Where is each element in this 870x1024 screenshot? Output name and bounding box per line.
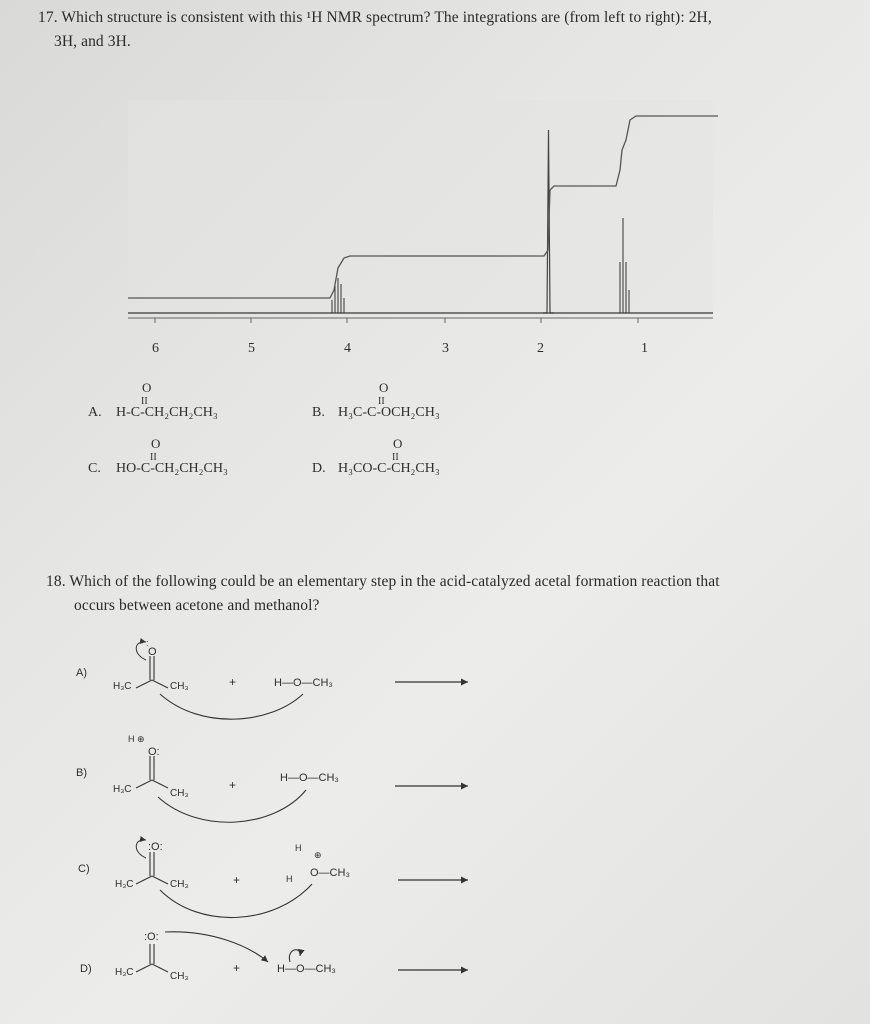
methyl-right: CH₃ (170, 971, 189, 982)
plus-sign: + (229, 778, 237, 792)
axis-tick-label: 4 (344, 341, 351, 356)
choice-label: B. (312, 405, 325, 420)
svg-text::: : (146, 638, 149, 648)
carbonyl-oxygen: O (151, 436, 161, 451)
svg-text:H: H (295, 843, 302, 853)
svg-text:H ⊕: H ⊕ (128, 734, 145, 744)
option-a[interactable] (76, 638, 468, 719)
choice-label: A. (88, 405, 102, 420)
methyl-left: H₃C (113, 784, 132, 795)
curved-arrow (160, 694, 303, 719)
methyl-right: CH₃ (170, 879, 189, 890)
choice-label: C. (88, 461, 101, 476)
option-c[interactable] (78, 840, 468, 918)
axis-tick-label: 2 (537, 341, 544, 356)
protonated-oxygen: O: (148, 746, 160, 758)
question-18-text-line1: 18. Which of the following could be an elementary step in the acid-catalyzed acetal formation reaction that (46, 573, 720, 590)
axis-tick-label: 5 (248, 341, 255, 356)
curved-arrow (136, 840, 146, 858)
double-bond-mark: II (150, 452, 157, 463)
methyloxonium: O—CH₃ (310, 867, 350, 879)
plus-sign: + (233, 961, 241, 975)
option-label: A) (76, 667, 87, 679)
carbonyl-oxygen: :O: (148, 841, 163, 853)
choice-label: D. (312, 461, 326, 476)
question-17-text-line1: 17. Which structure is consistent with this ¹H NMR spectrum? The integrations are (from left to right): 2H, (38, 9, 712, 26)
axis-tick-label: 3 (442, 341, 449, 356)
carbonyl-oxygen: O (148, 646, 157, 658)
double-bond-mark: II (141, 396, 148, 407)
question-18-text-line2: occurs between acetone and methanol? (74, 597, 320, 614)
carbonyl-oxygen: O (379, 380, 389, 395)
methyl-left: H₃C (115, 879, 134, 890)
choice-formula: H₃C-C-OCH₂CH₃ (338, 405, 440, 420)
curved-arrow (165, 932, 268, 962)
methyl-left: H₃C (115, 967, 134, 978)
svg-text:⊕: ⊕ (314, 850, 322, 860)
methanol: H—O—CH₃ (277, 963, 336, 975)
axis-tick-label: 6 (152, 341, 159, 356)
option-label: C) (78, 863, 90, 875)
double-bond-mark: II (378, 396, 385, 407)
curved-arrow (289, 950, 300, 962)
question-17-text-line2: 3H, and 3H. (54, 33, 131, 50)
double-bond-mark: II (392, 452, 399, 463)
choice-formula: H-C-CH₂CH₂CH₃ (116, 405, 218, 420)
option-b[interactable] (76, 734, 468, 822)
carbonyl-oxygen: O (142, 380, 152, 395)
methanol: H—O—CH₃ (274, 677, 333, 689)
methyl-right: CH₃ (170, 788, 189, 799)
choice-formula: HO-C-CH₂CH₂CH₃ (116, 461, 228, 476)
methanol: H—O—CH₃ (280, 772, 339, 784)
option-label: D) (80, 963, 92, 975)
carbonyl-oxygen: :O: (144, 931, 159, 943)
svg-text:H: H (286, 874, 293, 884)
methyl-left: H₃C (113, 681, 132, 692)
curved-arrow (136, 642, 146, 660)
plus-sign: + (233, 873, 241, 887)
carbonyl-oxygen: O (393, 436, 403, 451)
plus-sign: + (229, 675, 237, 689)
choice-formula: H₃CO-C-CH₂CH₃ (338, 461, 440, 476)
option-label: B) (76, 767, 87, 779)
methyl-right: CH₃ (170, 681, 189, 692)
axis-tick-label: 1 (641, 341, 648, 356)
option-d[interactable] (80, 931, 468, 982)
